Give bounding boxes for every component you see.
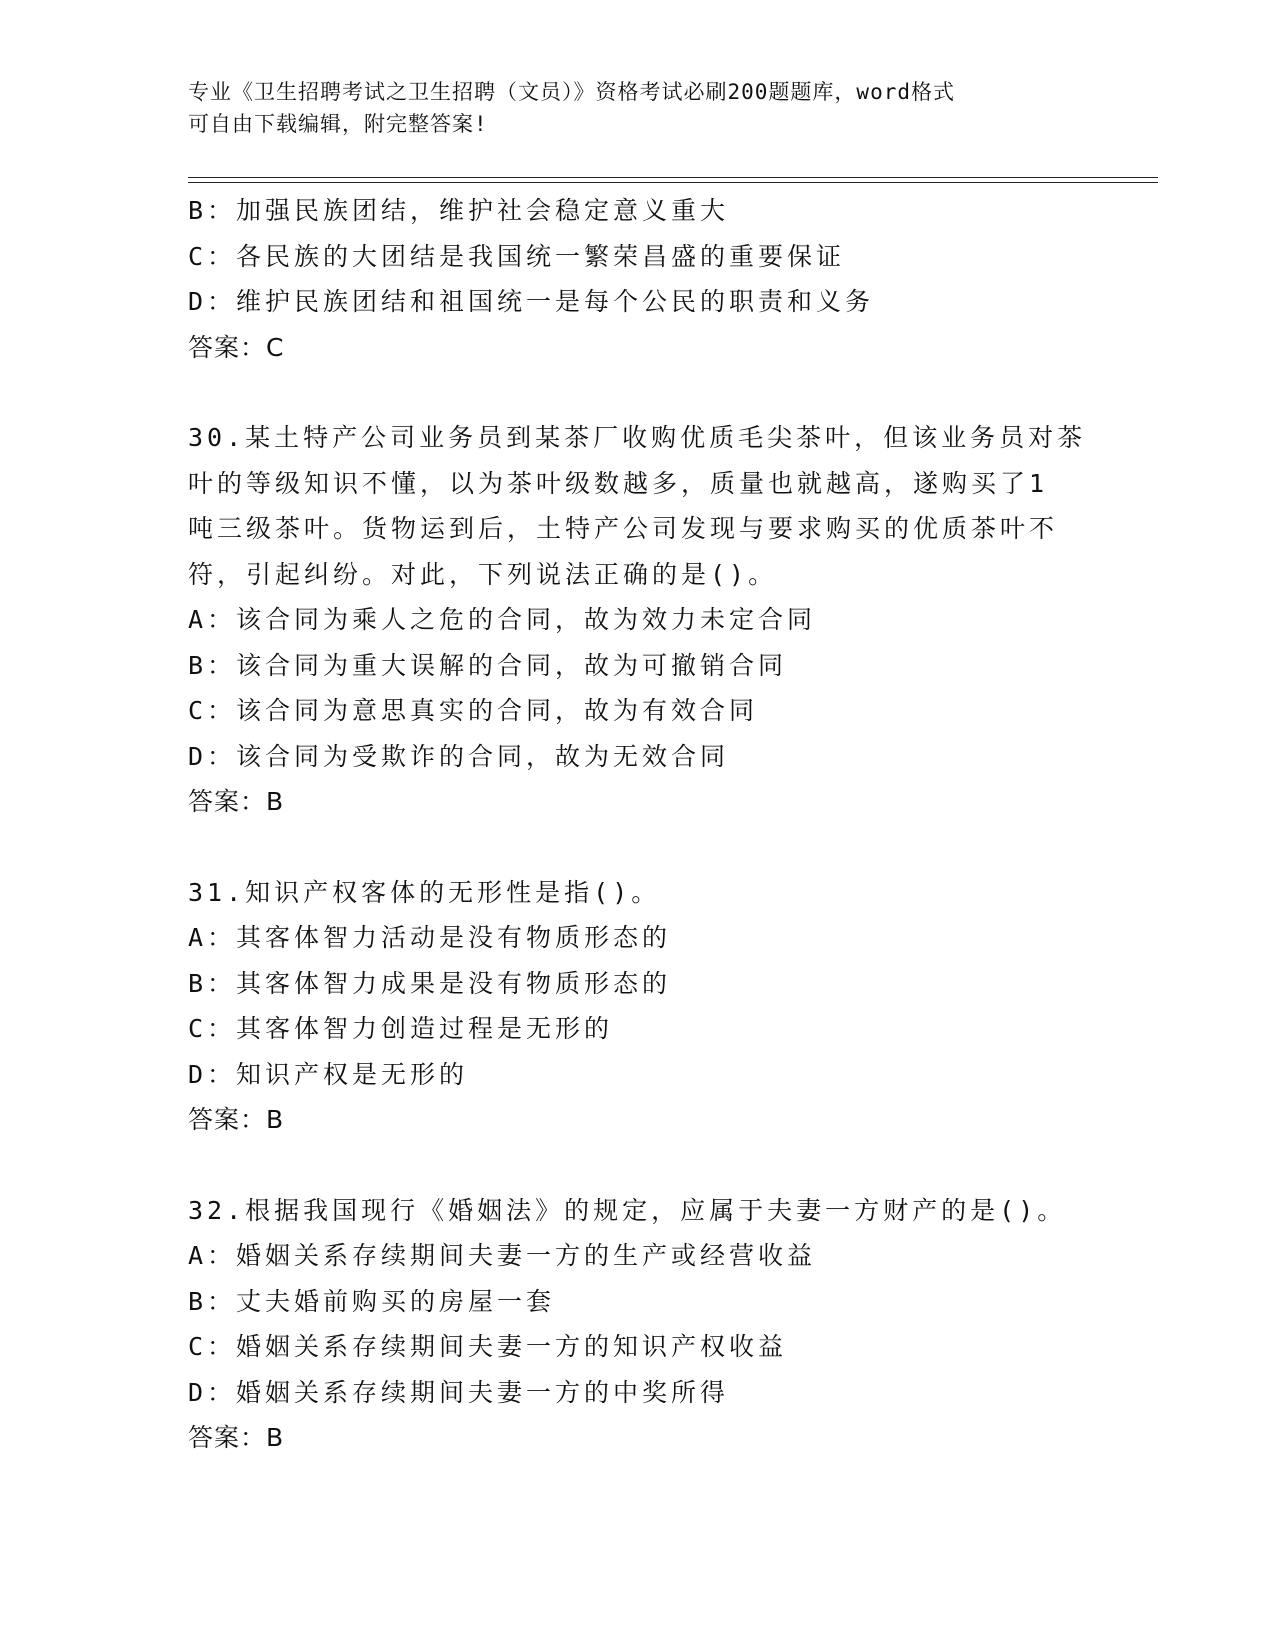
header-line-2: 可自由下载编辑，附完整答案! <box>188 112 488 136</box>
option-c: C：该合同为意思真实的合同，故为有效合同 <box>188 696 759 725</box>
answer: 答案：B <box>188 1423 285 1452</box>
question-block-29 <box>188 188 1088 370</box>
option-a: A：该合同为乘人之危的合同，故为效力未定合同 <box>188 605 817 634</box>
question-block-32 <box>188 1188 1088 1461</box>
question-text-line: 吨三级茶叶。货物运到后，土特产公司发现与要求购买的优质茶叶不 <box>188 514 1059 543</box>
option-c: C：各民族的大团结是我国统一繁荣昌盛的重要保证 <box>188 241 846 271</box>
option-b: B：其客体智力成果是没有物质形态的 <box>188 968 672 998</box>
option-c: C：婚姻关系存续期间夫妻一方的知识产权收益 <box>188 1332 788 1361</box>
option-d: D：该合同为受欺诈的合同，故为无效合同 <box>188 741 730 771</box>
question-block-31 <box>188 870 1088 1143</box>
option-a: A：其客体智力活动是没有物质形态的 <box>188 923 672 952</box>
option-d: D：知识产权是无形的 <box>188 1059 469 1089</box>
question-text-line: 符，引起纠纷。对此，下列说法正确的是()。 <box>188 559 778 589</box>
header-rule-bottom <box>188 182 1158 183</box>
option-c: C：其客体智力创造过程是无形的 <box>188 1014 614 1043</box>
option-d: D：婚姻关系存续期间夫妻一方的中奖所得 <box>188 1377 730 1407</box>
option-a: A：婚姻关系存续期间夫妻一方的生产或经营收益 <box>188 1241 817 1270</box>
question-block-30 <box>188 415 1088 825</box>
header-rule-top <box>188 177 1158 178</box>
answer: 答案：C <box>188 332 285 362</box>
answer: 答案：B <box>188 787 285 816</box>
question-list <box>188 188 1088 1461</box>
question-text-line: 31.知识产权客体的无形性是指()。 <box>188 877 661 907</box>
answer: 答案：B <box>188 1105 285 1134</box>
option-b: B：该合同为重大误解的合同，故为可撤销合同 <box>188 650 788 680</box>
option-b: B：加强民族团结，维护社会稳定意义重大 <box>188 196 730 225</box>
question-text-line: 30.某土特产公司业务员到某茶厂收购优质毛尖茶叶，但该业务员对茶 <box>188 423 1087 452</box>
document-header <box>188 76 1088 140</box>
option-d: D：维护民族团结和祖国统一是每个公民的职责和义务 <box>188 287 875 316</box>
question-text-line: 叶的等级知识不懂，以为茶叶级数越多，质量也就越高，遂购买了1 <box>188 468 1049 498</box>
option-b: B：丈夫婚前购买的房屋一套 <box>188 1286 556 1316</box>
header-line-1: 专业《卫生招聘考试之卫生招聘（文员）》资格考试必刷200题题库，word格式 <box>188 80 955 104</box>
question-text-line: 32.根据我国现行《婚姻法》的规定，应属于夫妻一方财产的是()。 <box>188 1195 1067 1225</box>
